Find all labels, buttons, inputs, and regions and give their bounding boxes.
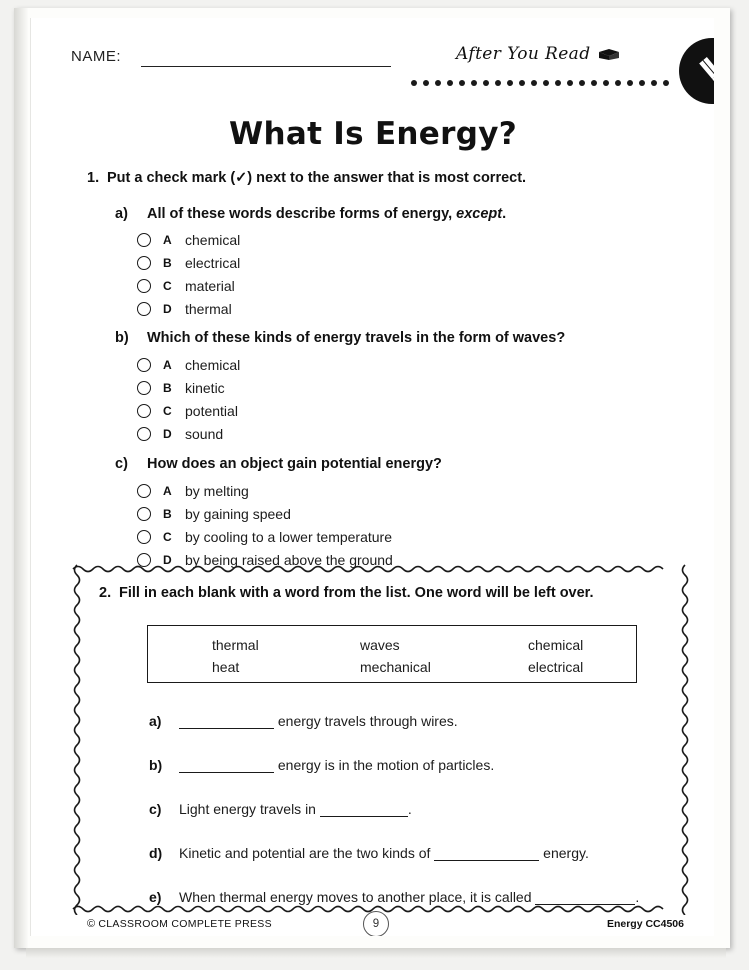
question-1a-label: a) [115, 206, 128, 222]
choice-letter: D [163, 427, 172, 441]
fib-e-label: e) [149, 889, 162, 905]
choice-letter: A [163, 358, 172, 372]
radio-bubble[interactable] [137, 358, 151, 372]
word-item: chemical [528, 637, 584, 653]
question-1b-text: Which of these kinds of energy travels in the form of waves? [147, 330, 566, 346]
question-2-number: 2. [99, 585, 112, 601]
choice-text: by cooling to a lower temperature [185, 529, 392, 545]
answer-blank[interactable] [320, 803, 408, 817]
choice-1a-A[interactable] [137, 232, 240, 248]
choice-1b-D[interactable] [137, 426, 223, 442]
radio-bubble[interactable] [137, 484, 151, 498]
answer-blank[interactable] [179, 715, 274, 729]
name-label: NAME: [71, 48, 122, 65]
radio-bubble[interactable] [137, 404, 151, 418]
fib-c-label: c) [149, 801, 162, 817]
fib-a-label: a) [149, 713, 162, 729]
choice-text: chemical [185, 357, 241, 373]
question-2-box [71, 563, 691, 915]
answer-blank[interactable] [434, 847, 539, 861]
page-title: What Is Energy? [228, 116, 517, 152]
choice-text: chemical [185, 232, 241, 248]
answer-blank[interactable] [535, 891, 635, 905]
publisher-name: CLASSROOM COMPLETE PRESS [98, 918, 272, 930]
question-1-text: Put a check mark (✓) next to the answer that is most correct. [107, 170, 527, 186]
word-item: heat [212, 659, 240, 675]
radio-bubble[interactable] [137, 279, 151, 293]
word-item: mechanical [360, 659, 431, 675]
page-number: 9 [363, 911, 389, 936]
choice-letter: D [163, 302, 172, 316]
radio-bubble[interactable] [137, 256, 151, 270]
choice-text: kinetic [185, 380, 225, 396]
question-1-number: 1. [87, 170, 100, 186]
wavy-border [71, 563, 691, 915]
page-content [30, 18, 714, 936]
choice-letter: C [163, 279, 172, 293]
choice-text: electrical [185, 255, 241, 271]
radio-bubble[interactable] [137, 233, 151, 247]
choice-1c-C[interactable] [137, 529, 392, 545]
word-item: electrical [528, 659, 584, 675]
choice-text: by being raised above the ground [185, 552, 393, 568]
choice-letter: B [163, 381, 172, 395]
choice-1b-C[interactable] [137, 403, 238, 419]
radio-bubble[interactable] [137, 507, 151, 521]
word-bank-col-3 [528, 634, 583, 678]
fib-e-text: When thermal energy moves to another place, it is called . [179, 889, 640, 905]
question-1c-label: c) [115, 456, 128, 472]
word-bank-col-1 [212, 634, 259, 678]
radio-bubble[interactable] [137, 381, 151, 395]
radio-bubble[interactable] [137, 427, 151, 441]
choice-text: potential [185, 403, 238, 419]
choice-1a-B[interactable] [137, 255, 240, 271]
pencil-icon [679, 38, 714, 104]
choice-1c-B[interactable] [137, 506, 291, 522]
fib-d-text: Kinetic and potential are the two kinds of energy. [179, 845, 589, 861]
choice-1c-A[interactable] [137, 483, 249, 499]
radio-bubble[interactable] [137, 530, 151, 544]
after-you-read-label: After You Read [456, 44, 591, 64]
question-2-prompt [99, 585, 679, 601]
choice-letter: A [163, 233, 172, 247]
question-2-text: Fill in each blank with a word from the list. One word will be left over. [119, 585, 594, 601]
choice-letter: B [163, 256, 172, 270]
question-1-prompt [87, 170, 687, 186]
choice-letter: C [163, 404, 172, 418]
choice-letter: D [163, 553, 172, 567]
question-1c-text: How does an object gain potential energy? [147, 456, 442, 472]
copyright-symbol: © [87, 918, 96, 930]
question-1a-text: All of these words describe forms of energy, except. [147, 206, 507, 222]
worksheet-page [14, 8, 730, 948]
word-bank-col-2 [360, 634, 431, 678]
choice-letter: A [163, 484, 172, 498]
choice-1a-C[interactable] [137, 278, 235, 294]
fib-c-text: Light energy travels in . [179, 801, 412, 817]
choice-text: material [185, 278, 235, 294]
question-1b-label: b) [115, 330, 129, 346]
name-input-line[interactable] [141, 66, 391, 67]
choice-text: by melting [185, 483, 249, 499]
page-edge-shadow [14, 8, 28, 948]
choice-text: sound [185, 426, 224, 442]
product-code: Energy CC4506 [606, 918, 684, 930]
publisher-credit [87, 918, 272, 930]
choice-1b-A[interactable] [137, 357, 240, 373]
fib-b-text: energy is in the motion of particles. [179, 757, 494, 773]
answer-blank[interactable] [179, 759, 274, 773]
word-bank [147, 625, 637, 683]
choice-1a-D[interactable] [137, 301, 232, 317]
page-bottom-shadow [26, 948, 726, 958]
choice-1b-B[interactable] [137, 380, 225, 396]
word-item: thermal [212, 637, 259, 653]
choice-letter: B [163, 507, 172, 521]
choice-text: by gaining speed [185, 506, 291, 522]
choice-letter: C [163, 530, 172, 544]
fib-a-text: energy travels through wires. [179, 713, 458, 729]
radio-bubble[interactable] [137, 302, 151, 316]
book-icon [598, 48, 620, 61]
dotted-divider [411, 78, 669, 88]
choice-text: thermal [185, 301, 232, 317]
fib-d-label: d) [149, 845, 163, 861]
word-item: waves [360, 637, 400, 653]
fib-b-label: b) [149, 757, 163, 773]
